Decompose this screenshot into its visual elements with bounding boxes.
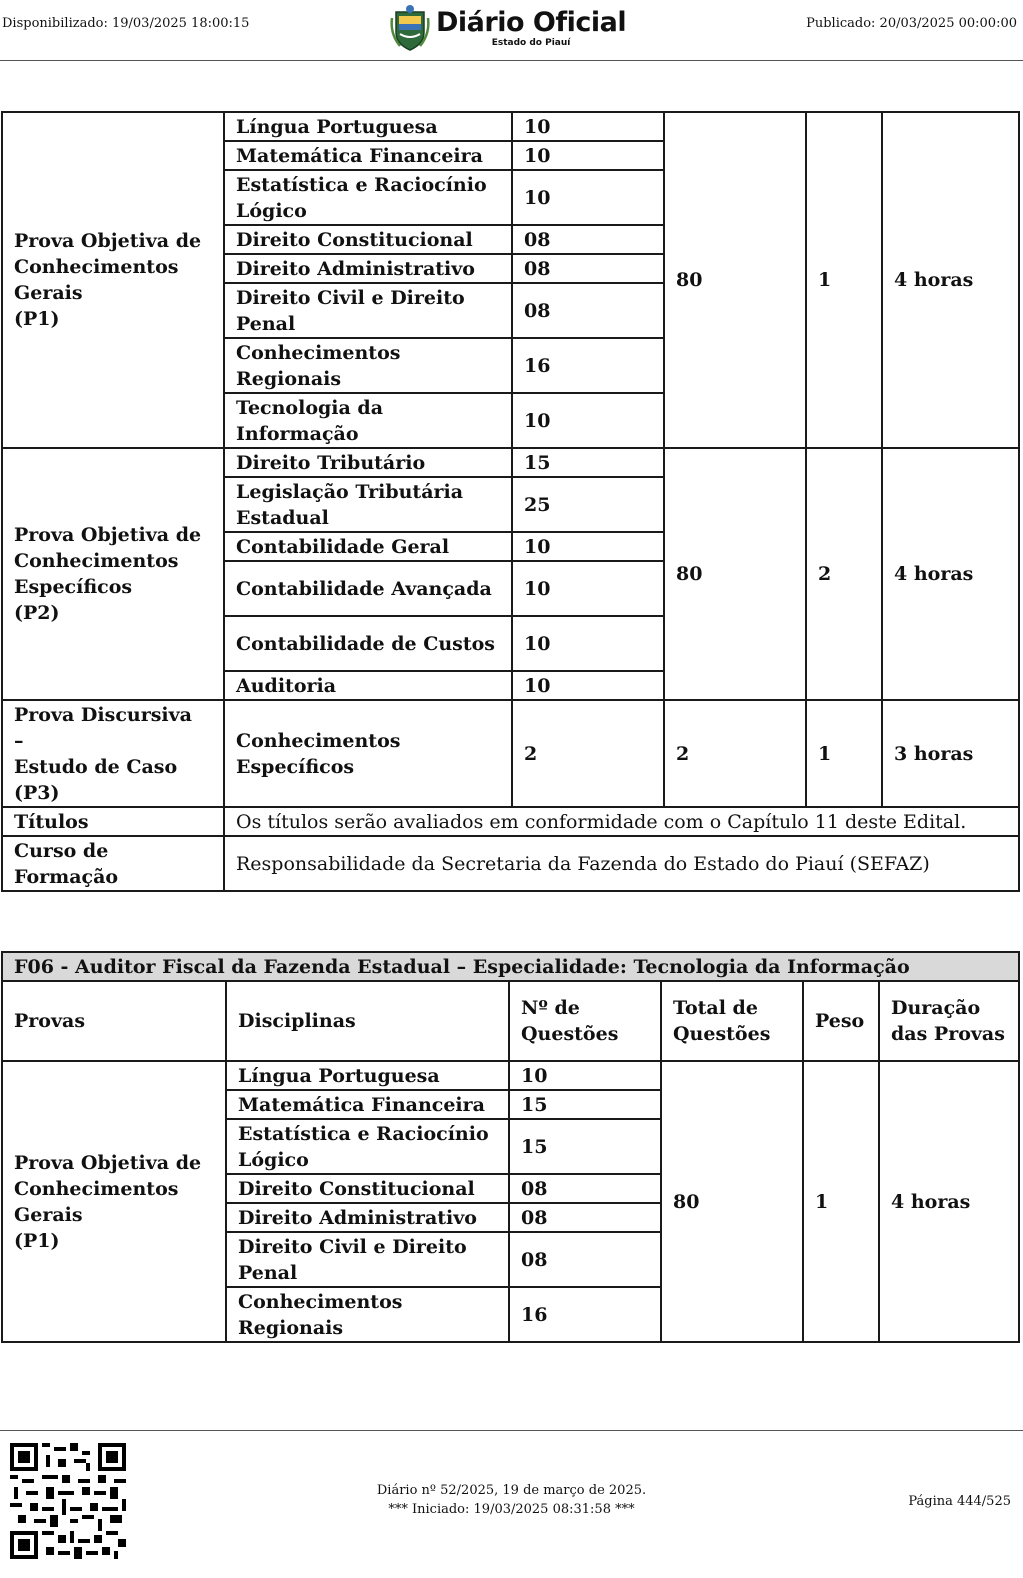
duracao: 4 horas — [879, 1061, 1019, 1342]
disciplina-name: Direito Tributário — [224, 448, 512, 477]
disciplina-name: Direito Administrativo — [226, 1203, 509, 1232]
disciplina-name: Direito Civil e Direito Penal — [226, 1232, 509, 1287]
disciplina-questoes: 10 — [512, 393, 664, 448]
disciplina-name: Tecnologia da Informação — [224, 393, 512, 448]
header-peso: Peso — [803, 981, 879, 1061]
disponibilizado-timestamp: Disponibilizado: 19/03/2025 18:00:15 — [2, 16, 250, 31]
table-title-row — [2, 952, 1019, 981]
disciplina-questoes: 10 — [512, 616, 664, 671]
disciplina-name: Direito Constitucional — [224, 225, 512, 254]
provas-table-continuation — [1, 111, 1020, 892]
curso-formacao-text: Responsabilidade da Secretaria da Fazenda do Estado do Piauí (SEFAZ) — [224, 836, 1019, 891]
disciplina-questoes: 08 — [512, 254, 664, 283]
disciplina-questoes: 10 — [512, 170, 664, 225]
total-questoes: 2 — [664, 700, 806, 807]
logo-title: Diário Oficial — [436, 6, 627, 38]
diario-oficial-logo — [390, 3, 626, 53]
peso: 1 — [806, 700, 882, 807]
disciplina-name: Conhecimentos Regionais — [226, 1287, 509, 1342]
disciplina-questoes: 10 — [512, 561, 664, 616]
header-num-questoes: Nº de Questões — [509, 981, 661, 1061]
disciplina-name: Direito Constitucional — [226, 1174, 509, 1203]
disciplina-name: Direito Administrativo — [224, 254, 512, 283]
table-row — [2, 448, 1019, 477]
peso: 1 — [803, 1061, 879, 1342]
disciplina-name: Direito Civil e Direito Penal — [224, 283, 512, 338]
disciplina-name: Matemática Financeira — [226, 1090, 509, 1119]
disciplina-questoes: 08 — [509, 1174, 661, 1203]
table-row — [2, 700, 1019, 807]
prova-p3-label: Prova Discursiva – Estudo de Caso (P3) — [2, 700, 224, 807]
page-number: Página 444/525 — [908, 1494, 1011, 1509]
table-row — [2, 1061, 1019, 1090]
table-header-row — [2, 981, 1019, 1061]
table-row — [2, 112, 1019, 141]
titulos-label: Títulos — [2, 807, 224, 836]
table-title: F06 - Auditor Fiscal da Fazenda Estadual – Especialidade: Tecnologia da Informação — [2, 952, 1019, 981]
disciplina-questoes: 10 — [509, 1061, 661, 1090]
total-questoes: 80 — [661, 1061, 803, 1342]
disciplina-questoes: 15 — [509, 1119, 661, 1174]
header-duracao: Duração das Provas — [879, 981, 1019, 1061]
publicado-timestamp: Publicado: 20/03/2025 00:00:00 — [806, 16, 1017, 31]
disciplina-questoes: 10 — [512, 141, 664, 170]
disciplina-name: Língua Portuguesa — [224, 112, 512, 141]
total-questoes: 80 — [664, 448, 806, 700]
disciplina-questoes: 15 — [512, 448, 664, 477]
disciplina-name: Contabilidade de Custos — [224, 616, 512, 671]
provas-table-f06 — [1, 951, 1020, 1343]
disciplina-questoes: 08 — [509, 1203, 661, 1232]
disciplina-name: Conhecimentos Regionais — [224, 338, 512, 393]
disciplina-questoes: 15 — [509, 1090, 661, 1119]
disciplina-questoes: 08 — [512, 283, 664, 338]
prova-p1-label: Prova Objetiva de Conhecimentos Gerais (P1) — [2, 112, 224, 448]
prova-p2-label: Prova Objetiva de Conhecimentos Específicos (P2) — [2, 448, 224, 700]
disciplina-questoes: 10 — [512, 112, 664, 141]
disciplina-questoes: 25 — [512, 477, 664, 532]
total-questoes: 80 — [664, 112, 806, 448]
header-disciplinas: Disciplinas — [226, 981, 509, 1061]
logo-subtitle: Estado do Piauí — [491, 37, 571, 48]
peso: 1 — [806, 112, 882, 448]
disciplina-questoes: 2 — [512, 700, 664, 807]
disciplina-name: Matemática Financeira — [224, 141, 512, 170]
page-footer — [0, 1430, 1023, 1578]
disciplina-name: Estatística e Raciocínio Lógico — [224, 170, 512, 225]
table-row — [2, 836, 1019, 891]
disciplina-name: Contabilidade Geral — [224, 532, 512, 561]
disciplina-questoes: 08 — [509, 1232, 661, 1287]
duracao: 4 horas — [882, 112, 1019, 448]
peso: 2 — [806, 448, 882, 700]
page-header — [0, 0, 1023, 61]
disciplina-questoes: 08 — [512, 225, 664, 254]
titulos-text: Os títulos serão avaliados em conformidade com o Capítulo 11 deste Edital. — [224, 807, 1019, 836]
table-row — [2, 807, 1019, 836]
prova-p1-label: Prova Objetiva de Conhecimentos Gerais (P1) — [2, 1061, 226, 1342]
footer-center — [0, 1481, 1023, 1519]
disciplina-name: Auditoria — [224, 671, 512, 700]
disciplina-questoes: 16 — [512, 338, 664, 393]
duracao: 3 horas — [882, 700, 1019, 807]
header-total-questoes: Total de Questões — [661, 981, 803, 1061]
disciplina-name: Estatística e Raciocínio Lógico — [226, 1119, 509, 1174]
duracao: 4 horas — [882, 448, 1019, 700]
disciplina-questoes: 10 — [512, 671, 664, 700]
disciplina-name: Contabilidade Avançada — [224, 561, 512, 616]
iniciado-timestamp: *** Iniciado: 19/03/2025 08:31:58 *** — [388, 1502, 635, 1517]
piaui-coat-of-arms-icon — [390, 4, 430, 52]
disciplina-questoes: 10 — [512, 532, 664, 561]
disciplina-name: Legislação Tributária Estadual — [224, 477, 512, 532]
curso-formacao-label: Curso de Formação — [2, 836, 224, 891]
header-provas: Provas — [2, 981, 226, 1061]
disciplina-questoes: 16 — [509, 1287, 661, 1342]
diario-info: Diário nº 52/2025, 19 de março de 2025. — [376, 1483, 647, 1498]
disciplina-name: Conhecimentos Específicos — [224, 700, 512, 807]
disciplina-name: Língua Portuguesa — [226, 1061, 509, 1090]
